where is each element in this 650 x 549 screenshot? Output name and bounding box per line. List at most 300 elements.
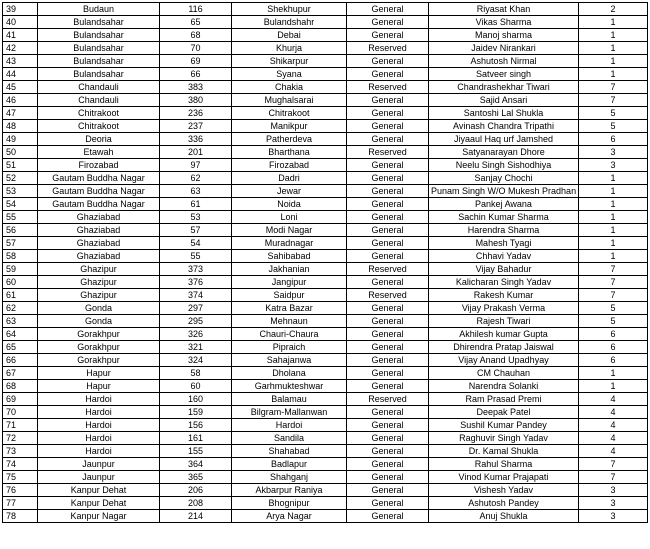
candidate-name-cell: Ashutosh Nirmal [429, 55, 579, 68]
serial-number-cell: 67 [3, 367, 38, 380]
candidate-name-cell: Santoshi Lal Shukla [429, 107, 579, 120]
serial-number-cell: 64 [3, 328, 38, 341]
constituency-name-cell: Chauri-Chaura [232, 328, 347, 341]
category-cell: General [347, 133, 429, 146]
serial-number-cell: 51 [3, 159, 38, 172]
serial-number-cell: 59 [3, 263, 38, 276]
constituency-number-cell: 54 [160, 237, 232, 250]
category-cell: General [347, 55, 429, 68]
district-cell: Hardoi [38, 445, 160, 458]
constituency-name-cell: Sahibabad [232, 250, 347, 263]
serial-number-cell: 57 [3, 237, 38, 250]
constituency-name-cell: Shekhupur [232, 3, 347, 16]
serial-number-cell: 55 [3, 211, 38, 224]
serial-number-cell: 46 [3, 94, 38, 107]
district-cell: Hapur [38, 367, 160, 380]
constituency-name-cell: Dadri [232, 172, 347, 185]
phase-cell: 4 [579, 393, 648, 406]
category-cell: General [347, 341, 429, 354]
category-cell: General [347, 354, 429, 367]
candidate-name-cell: Anuj Shukla [429, 510, 579, 523]
table-row [3, 120, 648, 133]
constituency-name-cell: Akbarpur Raniya [232, 484, 347, 497]
serial-number-cell: 61 [3, 289, 38, 302]
constituency-name-cell: Noida [232, 198, 347, 211]
constituency-name-cell: Chakia [232, 81, 347, 94]
table-row [3, 198, 648, 211]
category-cell: General [347, 315, 429, 328]
category-cell: General [347, 406, 429, 419]
constituency-name-cell: Jakhanian [232, 263, 347, 276]
category-cell: General [347, 211, 429, 224]
constituency-number-cell: 321 [160, 341, 232, 354]
table-row [3, 146, 648, 159]
serial-number-cell: 45 [3, 81, 38, 94]
candidate-table [2, 2, 648, 523]
table-row [3, 354, 648, 367]
category-cell: General [347, 120, 429, 133]
constituency-number-cell: 57 [160, 224, 232, 237]
phase-cell: 5 [579, 107, 648, 120]
constituency-number-cell: 383 [160, 81, 232, 94]
district-cell: Ghaziabad [38, 224, 160, 237]
district-cell: Jaunpur [38, 458, 160, 471]
district-cell: Ghaziabad [38, 237, 160, 250]
category-cell: Reserved [347, 146, 429, 159]
constituency-number-cell: 97 [160, 159, 232, 172]
category-cell: General [347, 159, 429, 172]
candidate-name-cell: Vijay Anand Upadhyay [429, 354, 579, 367]
candidate-name-cell: Satveer singh [429, 68, 579, 81]
phase-cell: 5 [579, 120, 648, 133]
serial-number-cell: 70 [3, 406, 38, 419]
constituency-number-cell: 156 [160, 419, 232, 432]
phase-cell: 4 [579, 406, 648, 419]
serial-number-cell: 53 [3, 185, 38, 198]
phase-cell: 6 [579, 354, 648, 367]
constituency-name-cell: Badlapur [232, 458, 347, 471]
table-row [3, 471, 648, 484]
category-cell: General [347, 484, 429, 497]
constituency-name-cell: Mughalsarai [232, 94, 347, 107]
serial-number-cell: 54 [3, 198, 38, 211]
district-cell: Bulandsahar [38, 29, 160, 42]
constituency-name-cell: Bhognipur [232, 497, 347, 510]
district-cell: Chandauli [38, 81, 160, 94]
table-row [3, 263, 648, 276]
table-row [3, 393, 648, 406]
constituency-name-cell: Arya Nagar [232, 510, 347, 523]
phase-cell: 4 [579, 419, 648, 432]
constituency-name-cell: Firozabad [232, 159, 347, 172]
phase-cell: 7 [579, 471, 648, 484]
phase-cell: 1 [579, 16, 648, 29]
category-cell: General [347, 107, 429, 120]
phase-cell: 5 [579, 315, 648, 328]
serial-number-cell: 76 [3, 484, 38, 497]
constituency-name-cell: Sandila [232, 432, 347, 445]
serial-number-cell: 73 [3, 445, 38, 458]
serial-number-cell: 74 [3, 458, 38, 471]
phase-cell: 3 [579, 484, 648, 497]
constituency-name-cell: Khurja [232, 42, 347, 55]
constituency-number-cell: 380 [160, 94, 232, 107]
district-cell: Ghazipur [38, 263, 160, 276]
candidate-name-cell: Jiyaaul Haq urf Jamshed [429, 133, 579, 146]
constituency-name-cell: Chitrakoot [232, 107, 347, 120]
serial-number-cell: 48 [3, 120, 38, 133]
serial-number-cell: 62 [3, 302, 38, 315]
constituency-name-cell: Shahabad [232, 445, 347, 458]
candidate-name-cell: Raghuvir Singh Yadav [429, 432, 579, 445]
phase-cell: 6 [579, 133, 648, 146]
category-cell: General [347, 185, 429, 198]
phase-cell: 7 [579, 263, 648, 276]
district-cell: Gautam Buddha Nagar [38, 172, 160, 185]
constituency-name-cell: Pipraich [232, 341, 347, 354]
constituency-name-cell: Sahajanwa [232, 354, 347, 367]
table-row [3, 458, 648, 471]
constituency-name-cell: Patherdeva [232, 133, 347, 146]
district-cell: Budaun [38, 3, 160, 16]
serial-number-cell: 39 [3, 3, 38, 16]
phase-cell: 7 [579, 81, 648, 94]
serial-number-cell: 43 [3, 55, 38, 68]
table-row [3, 42, 648, 55]
constituency-name-cell: Katra Bazar [232, 302, 347, 315]
serial-number-cell: 49 [3, 133, 38, 146]
candidate-name-cell: Sushil Kumar Pandey [429, 419, 579, 432]
district-cell: Bulandsahar [38, 68, 160, 81]
category-cell: General [347, 68, 429, 81]
candidate-name-cell: Jaidev Nirankari [429, 42, 579, 55]
constituency-number-cell: 373 [160, 263, 232, 276]
phase-cell: 2 [579, 3, 648, 16]
district-cell: Etawah [38, 146, 160, 159]
category-cell: General [347, 276, 429, 289]
constituency-number-cell: 60 [160, 380, 232, 393]
candidate-name-cell: Sachin Kumar Sharma [429, 211, 579, 224]
category-cell: Reserved [347, 42, 429, 55]
district-cell: Chitrakoot [38, 120, 160, 133]
phase-cell: 3 [579, 146, 648, 159]
category-cell: Reserved [347, 289, 429, 302]
serial-number-cell: 66 [3, 354, 38, 367]
constituency-name-cell: Syana [232, 68, 347, 81]
candidate-name-cell: Dhirendra Pratap Jaiswal [429, 341, 579, 354]
district-cell: Jaunpur [38, 471, 160, 484]
candidate-name-cell: Ram Prasad Premi [429, 393, 579, 406]
table-row [3, 94, 648, 107]
phase-cell: 5 [579, 302, 648, 315]
constituency-number-cell: 116 [160, 3, 232, 16]
constituency-number-cell: 155 [160, 445, 232, 458]
table-row [3, 185, 648, 198]
category-cell: General [347, 94, 429, 107]
district-cell: Hardoi [38, 419, 160, 432]
phase-cell: 1 [579, 380, 648, 393]
table-row [3, 224, 648, 237]
district-cell: Ghaziabad [38, 211, 160, 224]
category-cell: General [347, 497, 429, 510]
phase-cell: 1 [579, 68, 648, 81]
category-cell: General [347, 432, 429, 445]
table-row [3, 510, 648, 523]
table-row [3, 315, 648, 328]
constituency-number-cell: 65 [160, 16, 232, 29]
district-cell: Gorakhpur [38, 328, 160, 341]
constituency-number-cell: 201 [160, 146, 232, 159]
district-cell: Deoria [38, 133, 160, 146]
table-row [3, 3, 648, 16]
constituency-name-cell: Dholana [232, 367, 347, 380]
category-cell: General [347, 328, 429, 341]
table-row [3, 328, 648, 341]
constituency-name-cell: Bulandshahr [232, 16, 347, 29]
table-row [3, 68, 648, 81]
district-cell: Chandauli [38, 94, 160, 107]
candidate-name-cell: Pankej Awana [429, 198, 579, 211]
constituency-name-cell: Shikarpur [232, 55, 347, 68]
phase-cell: 1 [579, 198, 648, 211]
phase-cell: 1 [579, 237, 648, 250]
constituency-number-cell: 62 [160, 172, 232, 185]
category-cell: General [347, 510, 429, 523]
constituency-number-cell: 161 [160, 432, 232, 445]
candidate-name-cell: Narendra Solanki [429, 380, 579, 393]
candidate-name-cell: Sanjay Chochi [429, 172, 579, 185]
table-row [3, 237, 648, 250]
serial-number-cell: 77 [3, 497, 38, 510]
phase-cell: 3 [579, 497, 648, 510]
constituency-number-cell: 55 [160, 250, 232, 263]
constituency-number-cell: 324 [160, 354, 232, 367]
table-row [3, 211, 648, 224]
phase-cell: 1 [579, 55, 648, 68]
phase-cell: 6 [579, 341, 648, 354]
phase-cell: 1 [579, 42, 648, 55]
category-cell: General [347, 237, 429, 250]
table-row [3, 107, 648, 120]
category-cell: General [347, 367, 429, 380]
constituency-number-cell: 364 [160, 458, 232, 471]
phase-cell: 7 [579, 276, 648, 289]
constituency-number-cell: 66 [160, 68, 232, 81]
table-row [3, 445, 648, 458]
category-cell: General [347, 250, 429, 263]
candidate-name-cell: Riyasat Khan [429, 3, 579, 16]
table-row [3, 380, 648, 393]
category-cell: General [347, 302, 429, 315]
constituency-number-cell: 70 [160, 42, 232, 55]
candidate-name-cell: Rajesh Tiwari [429, 315, 579, 328]
serial-number-cell: 41 [3, 29, 38, 42]
constituency-name-cell: Saidpur [232, 289, 347, 302]
constituency-name-cell: Muradnagar [232, 237, 347, 250]
table-row [3, 432, 648, 445]
table-row [3, 341, 648, 354]
phase-cell: 3 [579, 510, 648, 523]
phase-cell: 4 [579, 432, 648, 445]
candidate-name-cell: Satyanarayan Dhore [429, 146, 579, 159]
table-row [3, 250, 648, 263]
constituency-name-cell: Debai [232, 29, 347, 42]
constituency-name-cell: Bilgram-Mallanwan [232, 406, 347, 419]
district-cell: Kanpur Dehat [38, 497, 160, 510]
candidate-name-cell: Chhavi Yadav [429, 250, 579, 263]
candidate-name-cell: Harendra Sharma [429, 224, 579, 237]
candidate-name-cell: Chandrashekhar Tiwari [429, 81, 579, 94]
phase-cell: 6 [579, 328, 648, 341]
candidate-name-cell: Rakesh Kumar [429, 289, 579, 302]
district-cell: Hardoi [38, 406, 160, 419]
candidate-name-cell: Rahul Sharma [429, 458, 579, 471]
constituency-name-cell: Balamau [232, 393, 347, 406]
constituency-number-cell: 295 [160, 315, 232, 328]
constituency-name-cell: Modi Nagar [232, 224, 347, 237]
table-row [3, 302, 648, 315]
table-row [3, 484, 648, 497]
phase-cell: 7 [579, 94, 648, 107]
candidate-name-cell: Punam Singh W/O Mukesh Pradhan [429, 185, 579, 198]
constituency-number-cell: 365 [160, 471, 232, 484]
candidate-name-cell: Mahesh Tyagi [429, 237, 579, 250]
serial-number-cell: 69 [3, 393, 38, 406]
district-cell: Gautam Buddha Nagar [38, 198, 160, 211]
serial-number-cell: 40 [3, 16, 38, 29]
district-cell: Firozabad [38, 159, 160, 172]
table-row [3, 55, 648, 68]
serial-number-cell: 65 [3, 341, 38, 354]
phase-cell: 1 [579, 172, 648, 185]
candidate-name-cell: Neelu Singh Sishodhiya [429, 159, 579, 172]
constituency-name-cell: Loni [232, 211, 347, 224]
category-cell: General [347, 3, 429, 16]
district-cell: Bulandsahar [38, 16, 160, 29]
district-cell: Gonda [38, 315, 160, 328]
serial-number-cell: 56 [3, 224, 38, 237]
phase-cell: 1 [579, 185, 648, 198]
constituency-number-cell: 297 [160, 302, 232, 315]
constituency-number-cell: 376 [160, 276, 232, 289]
serial-number-cell: 42 [3, 42, 38, 55]
table-row [3, 289, 648, 302]
phase-cell: 1 [579, 367, 648, 380]
constituency-name-cell: Mehnaun [232, 315, 347, 328]
candidate-name-cell: Vikas Sharma [429, 16, 579, 29]
candidate-name-cell: Ashutosh Pandey [429, 497, 579, 510]
serial-number-cell: 58 [3, 250, 38, 263]
district-cell: Hardoi [38, 393, 160, 406]
candidate-name-cell: Deepak Patel [429, 406, 579, 419]
serial-number-cell: 44 [3, 68, 38, 81]
district-cell: Kanpur Dehat [38, 484, 160, 497]
serial-number-cell: 60 [3, 276, 38, 289]
serial-number-cell: 71 [3, 419, 38, 432]
table-row [3, 81, 648, 94]
category-cell: Reserved [347, 393, 429, 406]
constituency-number-cell: 214 [160, 510, 232, 523]
constituency-number-cell: 63 [160, 185, 232, 198]
district-cell: Ghazipur [38, 276, 160, 289]
serial-number-cell: 75 [3, 471, 38, 484]
constituency-number-cell: 208 [160, 497, 232, 510]
constituency-number-cell: 159 [160, 406, 232, 419]
table-row [3, 16, 648, 29]
serial-number-cell: 72 [3, 432, 38, 445]
candidate-name-cell: Vinod Kumar Prajapati [429, 471, 579, 484]
constituency-number-cell: 374 [160, 289, 232, 302]
phase-cell: 7 [579, 289, 648, 302]
table-row [3, 172, 648, 185]
constituency-number-cell: 236 [160, 107, 232, 120]
constituency-number-cell: 58 [160, 367, 232, 380]
constituency-number-cell: 326 [160, 328, 232, 341]
constituency-number-cell: 160 [160, 393, 232, 406]
category-cell: Reserved [347, 263, 429, 276]
constituency-name-cell: Shahganj [232, 471, 347, 484]
constituency-number-cell: 336 [160, 133, 232, 146]
category-cell: General [347, 29, 429, 42]
phase-cell: 4 [579, 445, 648, 458]
serial-number-cell: 47 [3, 107, 38, 120]
table-row [3, 276, 648, 289]
constituency-name-cell: Jangipur [232, 276, 347, 289]
constituency-number-cell: 206 [160, 484, 232, 497]
phase-cell: 7 [579, 458, 648, 471]
candidate-name-cell: Manoj sharma [429, 29, 579, 42]
category-cell: General [347, 419, 429, 432]
candidate-name-cell: Vishesh Yadav [429, 484, 579, 497]
district-cell: Chitrakoot [38, 107, 160, 120]
category-cell: General [347, 172, 429, 185]
district-cell: Ghaziabad [38, 250, 160, 263]
table-row [3, 29, 648, 42]
phase-cell: 1 [579, 250, 648, 263]
candidate-name-cell: Sajid Ansari [429, 94, 579, 107]
candidate-name-cell: Vijay Prakash Verma [429, 302, 579, 315]
district-cell: Hardoi [38, 432, 160, 445]
table-row [3, 133, 648, 146]
phase-cell: 3 [579, 159, 648, 172]
district-cell: Gorakhpur [38, 341, 160, 354]
serial-number-cell: 63 [3, 315, 38, 328]
table-body [3, 3, 648, 523]
candidate-name-cell: Dr. Kamal Shukla [429, 445, 579, 458]
district-cell: Hapur [38, 380, 160, 393]
serial-number-cell: 52 [3, 172, 38, 185]
category-cell: General [347, 445, 429, 458]
candidate-name-cell: Kalicharan Singh Yadav [429, 276, 579, 289]
district-cell: Kanpur Nagar [38, 510, 160, 523]
serial-number-cell: 78 [3, 510, 38, 523]
candidate-name-cell: CM Chauhan [429, 367, 579, 380]
district-cell: Gautam Buddha Nagar [38, 185, 160, 198]
phase-cell: 1 [579, 29, 648, 42]
constituency-number-cell: 69 [160, 55, 232, 68]
category-cell: Reserved [347, 81, 429, 94]
constituency-number-cell: 68 [160, 29, 232, 42]
serial-number-cell: 50 [3, 146, 38, 159]
district-cell: Bulandsahar [38, 42, 160, 55]
constituency-number-cell: 61 [160, 198, 232, 211]
table-row [3, 159, 648, 172]
district-cell: Gorakhpur [38, 354, 160, 367]
district-cell: Bulandsahar [38, 55, 160, 68]
serial-number-cell: 68 [3, 380, 38, 393]
candidate-name-cell: Akhilesh kumar Gupta [429, 328, 579, 341]
table-row [3, 367, 648, 380]
